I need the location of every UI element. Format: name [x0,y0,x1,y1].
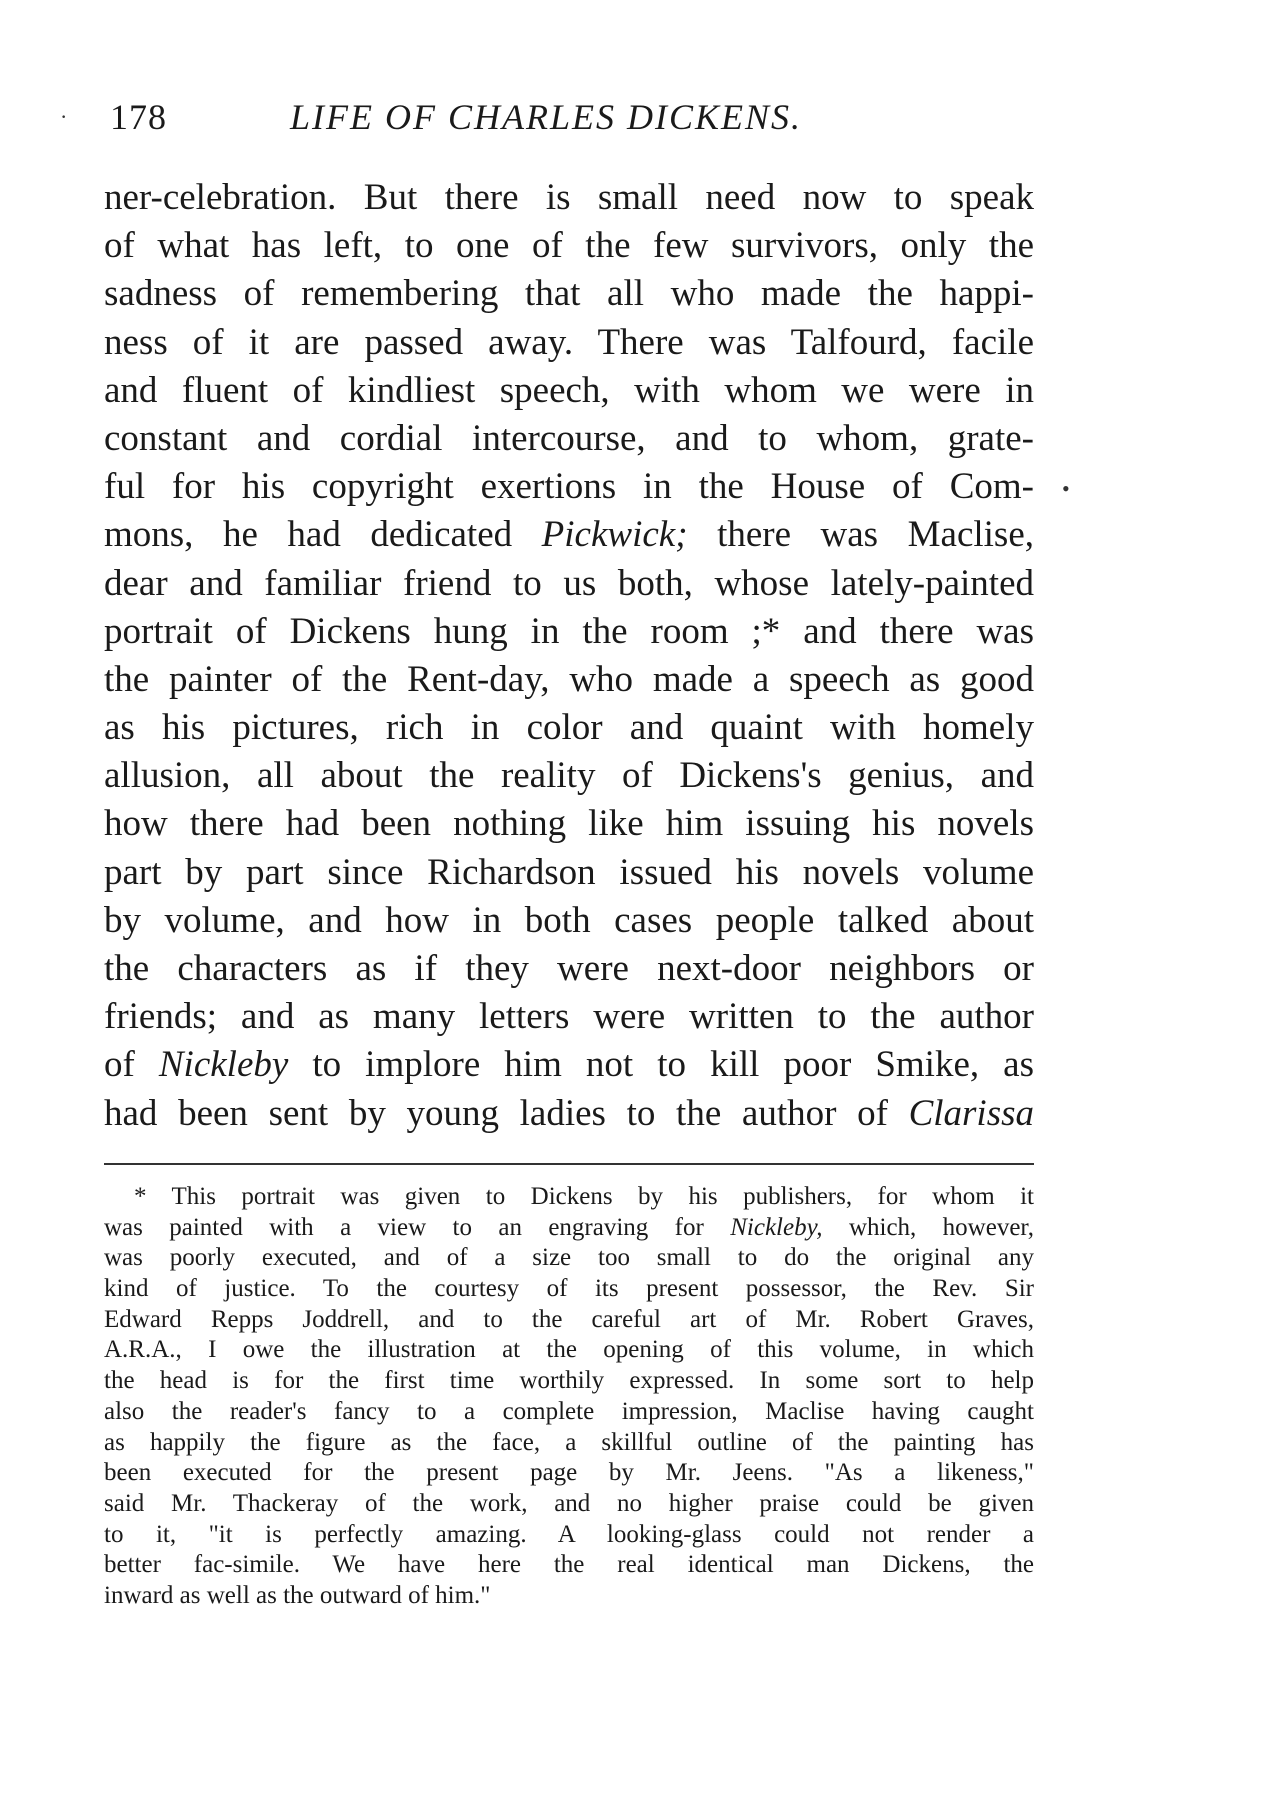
body-line: and fluent of kindliest speech, with whom we were in [104,369,1034,411]
body-line: portrait of Dickens hung in the room ;* and there was [104,610,1034,652]
margin-speck: • [1062,476,1070,501]
body-line: ful for his copyright exertions in the House of Com- [104,466,1034,508]
page-header [100,96,1000,146]
body-line: of Nickleby to implore him not to kill poor Smike, as [104,1044,1034,1086]
running-head: LIFE OF CHARLES DICKENS. [290,97,802,137]
body-line: of what has left, to one of the few survivors, only the [104,225,1034,267]
footnote-line: also the reader's fancy to a complete impression, Maclise having caught [104,1397,1034,1425]
footnote-title-nickleby: Nickleby, [730,1213,823,1241]
footnote-rule [104,1163,1034,1165]
body-line: ness of it are passed away. There was Talfourd, facile [104,321,1034,363]
footnote-line: was poorly executed, and of a size too small to do the original any [104,1244,1034,1272]
footnote-line: as happily the figure as the face, a skillful outline of the painting has [104,1428,1034,1456]
book-title-clarissa: Clarissa [908,1092,1034,1134]
book-title-pickwick: Pickwick; [541,514,688,556]
footnote-line: the head is for the first time worthily expressed. In some sort to help [104,1367,1034,1395]
body-line: part by part since Richardson issued his novels volume [104,851,1034,893]
footnote-line: kind of justice. To the courtesy of its present possessor, the Rev. Sir [104,1275,1034,1303]
body-line: as his pictures, rich in color and quaint with homely [104,707,1034,749]
body-line: how there had been nothing like him issuing his novels [104,803,1034,845]
body-line: by volume, and how in both cases people talked about [104,899,1034,941]
body-line: the characters as if they were next-door neighbors or [104,948,1034,989]
body-line: had been sent by young ladies to the author of Clarissa [104,1092,1034,1134]
footnote-line: Edward Repps Joddrell, and to the careful art of Mr. Robert Graves, [104,1305,1034,1333]
body-line: dear and familiar friend to us both, whose lately-painted [104,562,1034,604]
footnote-line: to it, "it is perfectly amazing. A looking-glass could not render a [104,1520,1034,1548]
body-line: the painter of the Rent-day, who made a speech as good [104,658,1034,700]
footnote [104,1182,1034,1612]
footnote-line: inward as well as the outward of him." [104,1581,491,1609]
footnote-line: was painted with a view to an engraving for Nickleby, which, however, [104,1213,1034,1241]
footnote-line: better fac-simile. We have here the real identical man Dickens, the [104,1551,1034,1579]
body-line: allusion, all about the reality of Dickens's genius, and [104,755,1034,797]
footnote-line: * This portrait was given to Dickens by his publishers, for whom it [134,1183,1034,1210]
footnote-line: said Mr. Thackeray of the work, and no higher praise could be given [104,1489,1034,1517]
footnote-line: been executed for the present page by Mr. Jeens. "As a likeness," [104,1459,1034,1487]
body-text [104,174,1034,1138]
margin-speck: · [60,104,68,129]
book-title-nickleby: Nickleby [158,1044,289,1086]
body-line: friends; and as many letters were written to the author [104,996,1034,1038]
body-line: mons, he had dedicated Pickwick; there was Maclise, [104,514,1034,556]
body-line: ner-celebration. But there is small need now to speak [104,177,1034,218]
body-line: sadness of remembering that all who made the happi- [104,273,1034,315]
footnote-line: A.R.A., I owe the illustration at the opening of this volume, in which [104,1336,1034,1364]
body-line: constant and cordial intercourse, and to whom, grate- [104,417,1034,459]
page-number: 178 [110,97,167,137]
